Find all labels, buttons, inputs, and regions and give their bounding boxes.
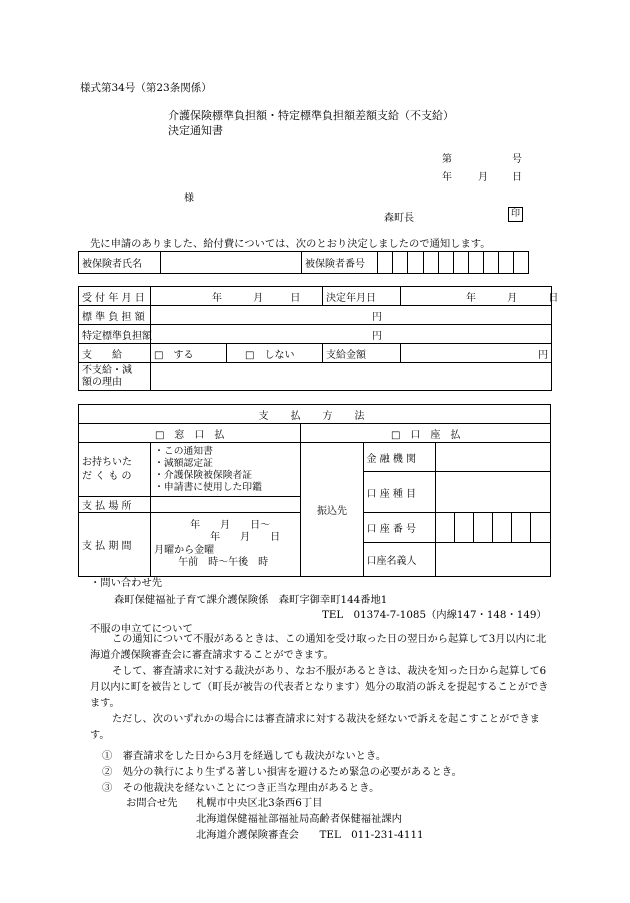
bring-item: ・この通知書	[154, 445, 213, 457]
account-holder-label: 口座名義人	[363, 543, 435, 577]
special-amount-label: 特定標準負担額	[79, 325, 151, 344]
insured-name-value[interactable]	[161, 252, 302, 274]
account-type-label: 口 座 種 目	[363, 472, 435, 513]
number-digit-box[interactable]	[438, 252, 453, 274]
issuer-mayor: 森町長	[384, 213, 414, 224]
seal: 印	[508, 207, 523, 222]
bring-items-label	[79, 443, 151, 497]
decision-table	[78, 286, 559, 391]
received-date-value[interactable]	[151, 287, 323, 306]
insured-number-label: 被保険者番号	[301, 252, 377, 274]
reason-value[interactable]	[151, 363, 552, 391]
document-title-2: 決定通知書	[168, 124, 223, 137]
appeal-item-1: ① 審査請求をした日から3月を経過しても裁決がないとき。	[102, 750, 387, 762]
payment-no-option[interactable]: □ しない	[227, 344, 323, 363]
reason-label-1: 不支給・減	[82, 364, 132, 376]
recipient-sama: 様	[184, 193, 194, 204]
received-hi: 日	[290, 292, 301, 304]
number-digit-box[interactable]	[483, 252, 498, 274]
payment-place-label: 支 払 場 所	[79, 497, 151, 513]
number-dai: 第	[442, 154, 452, 165]
bring-label-2: だ く も の	[82, 470, 132, 482]
received-date-label: 受 付 年 月 日	[79, 287, 151, 306]
appeal-paragraph-3: ただし、次のいずれかの場合には審査請求に対する裁決を経ないで訴えを起こすことができます。	[90, 714, 540, 741]
number-digit-box[interactable]	[423, 252, 438, 274]
appeal-paragraph-2: そして、審査請求に対する裁決があり、なお不服があるときは、裁決を知った日から起算して6月以内に町を被告として（町長が被告の代表者となります）処分の取消の訴えを提起することができます。	[90, 666, 549, 709]
payment-label: 支 給	[79, 344, 151, 363]
bring-item: ・介護保険被保険者証	[154, 469, 253, 481]
decision-nen: 年	[466, 292, 476, 304]
payment-yes-option[interactable]: □ する	[151, 344, 227, 363]
period-line: 年 月 日～	[190, 519, 271, 531]
reason-label-2: 額の理由	[82, 376, 122, 388]
bank-label: 金 融 機 関	[363, 443, 435, 472]
decision-tsuki: 月	[507, 292, 518, 304]
account-type-value[interactable]	[435, 472, 550, 513]
payment-period-value	[151, 513, 301, 577]
account-digit-box[interactable]	[511, 513, 530, 543]
payment-period-label: 支 払 期 間	[79, 513, 151, 577]
inquiry-address: 札幌市中央区北3条西6丁目	[196, 797, 323, 809]
contact-address: 森町保健福祉子育て課介護保険係 森町字御幸町144番地1	[114, 594, 388, 606]
received-tsuki: 月	[253, 292, 264, 304]
insured-name-label: 被保険者氏名	[79, 252, 161, 274]
number-digit-box[interactable]	[378, 252, 393, 274]
account-digit-box[interactable]	[473, 513, 492, 543]
number-digit-box[interactable]	[468, 252, 483, 274]
account-digit-box[interactable]	[530, 513, 550, 543]
inquiry-council-tel: 北海道介護保険審査会 TEL 011-231-4111	[196, 829, 424, 841]
document-title: 介護保険標準負担額・特定標準負担額差額支給（不支給）	[168, 109, 454, 122]
date-tsuki: 月	[478, 172, 488, 183]
period-line: 月曜から金曜	[154, 544, 215, 556]
inquiry-department: 北海道保健福祉部福祉局高齢者保健福祉課内	[196, 813, 402, 825]
payment-method-table	[78, 404, 551, 577]
insured-table	[78, 251, 529, 274]
decision-hi: 日	[548, 292, 559, 304]
account-digit-box[interactable]	[492, 513, 511, 543]
account-number-label: 口 座 番 号	[363, 513, 435, 543]
account-holder-value[interactable]	[435, 543, 550, 577]
account-digit-box[interactable]	[454, 513, 473, 543]
reason-label	[79, 363, 151, 391]
number-digit-box[interactable]	[498, 252, 513, 274]
payment-place-value[interactable]	[151, 497, 301, 513]
account-payment-option[interactable]: □ 口 座 払	[301, 424, 551, 443]
decision-date-value[interactable]	[401, 287, 559, 306]
form-number: 様式第34号（第23条関係）	[80, 82, 212, 94]
payment-method-title: 支 払 方 法	[79, 405, 551, 424]
contact-tel: TEL 01374-7-1085（内線147・148・149）	[322, 609, 547, 621]
appeal-item-3: ③ その他裁決を経ないことにつき正当な理由があるとき。	[102, 782, 380, 794]
received-nen: 年	[212, 292, 222, 304]
special-amount-value[interactable]	[151, 325, 552, 344]
period-line: 午前 時～午後 時	[178, 557, 269, 568]
number-digit-box[interactable]	[408, 252, 423, 274]
bring-label-1: お持ちいた	[82, 456, 132, 468]
payment-amount-value[interactable]: 円	[401, 344, 552, 363]
bring-item: ・申請書に使用した印鑑	[154, 481, 262, 493]
account-digit-box[interactable]	[435, 513, 454, 543]
decision-date-label: 決定年月日	[323, 287, 401, 306]
appeal-paragraph-1: この通知について不服があるときは、この通知を受け取った日の翌日から起算して3月以内に北海道介護保険審査会に審査請求することができます。	[90, 634, 547, 661]
standard-yen: 円	[372, 311, 382, 323]
bring-item: ・減額認定証	[154, 457, 213, 469]
period-line: 年 月 日	[210, 532, 281, 543]
payment-amount-label: 支給金額	[323, 344, 401, 363]
special-yen: 円	[372, 330, 382, 342]
appeal-heading: 不服の申立てについて	[90, 623, 193, 635]
standard-amount-label: 標 準 負 担 額	[79, 306, 151, 325]
inquiry-label: お問合せ先	[126, 797, 178, 809]
appeal-item-2: ② 処分の執行により生ずる著しい損害を避けるため緊急の必要があるとき。	[102, 766, 462, 778]
bring-items-list	[151, 443, 301, 497]
number-digit-box[interactable]	[453, 252, 468, 274]
intro-text: 先に申請のありました、給付費については、次のとおり決定しましたので通知します。	[90, 238, 491, 250]
number-digit-box[interactable]	[393, 252, 408, 274]
contact-heading: ・問い合わせ先	[90, 577, 163, 589]
number-digit-box[interactable]	[513, 252, 528, 274]
bank-value[interactable]	[435, 443, 550, 472]
number-gou: 号	[512, 154, 522, 165]
transfer-label: 振込先	[301, 443, 363, 577]
standard-amount-value[interactable]	[151, 306, 552, 325]
window-payment-option[interactable]: □ 窓 口 払	[79, 424, 301, 443]
date-nen: 年	[442, 172, 452, 183]
seal-mark	[508, 207, 523, 222]
date-hi: 日	[512, 172, 522, 183]
